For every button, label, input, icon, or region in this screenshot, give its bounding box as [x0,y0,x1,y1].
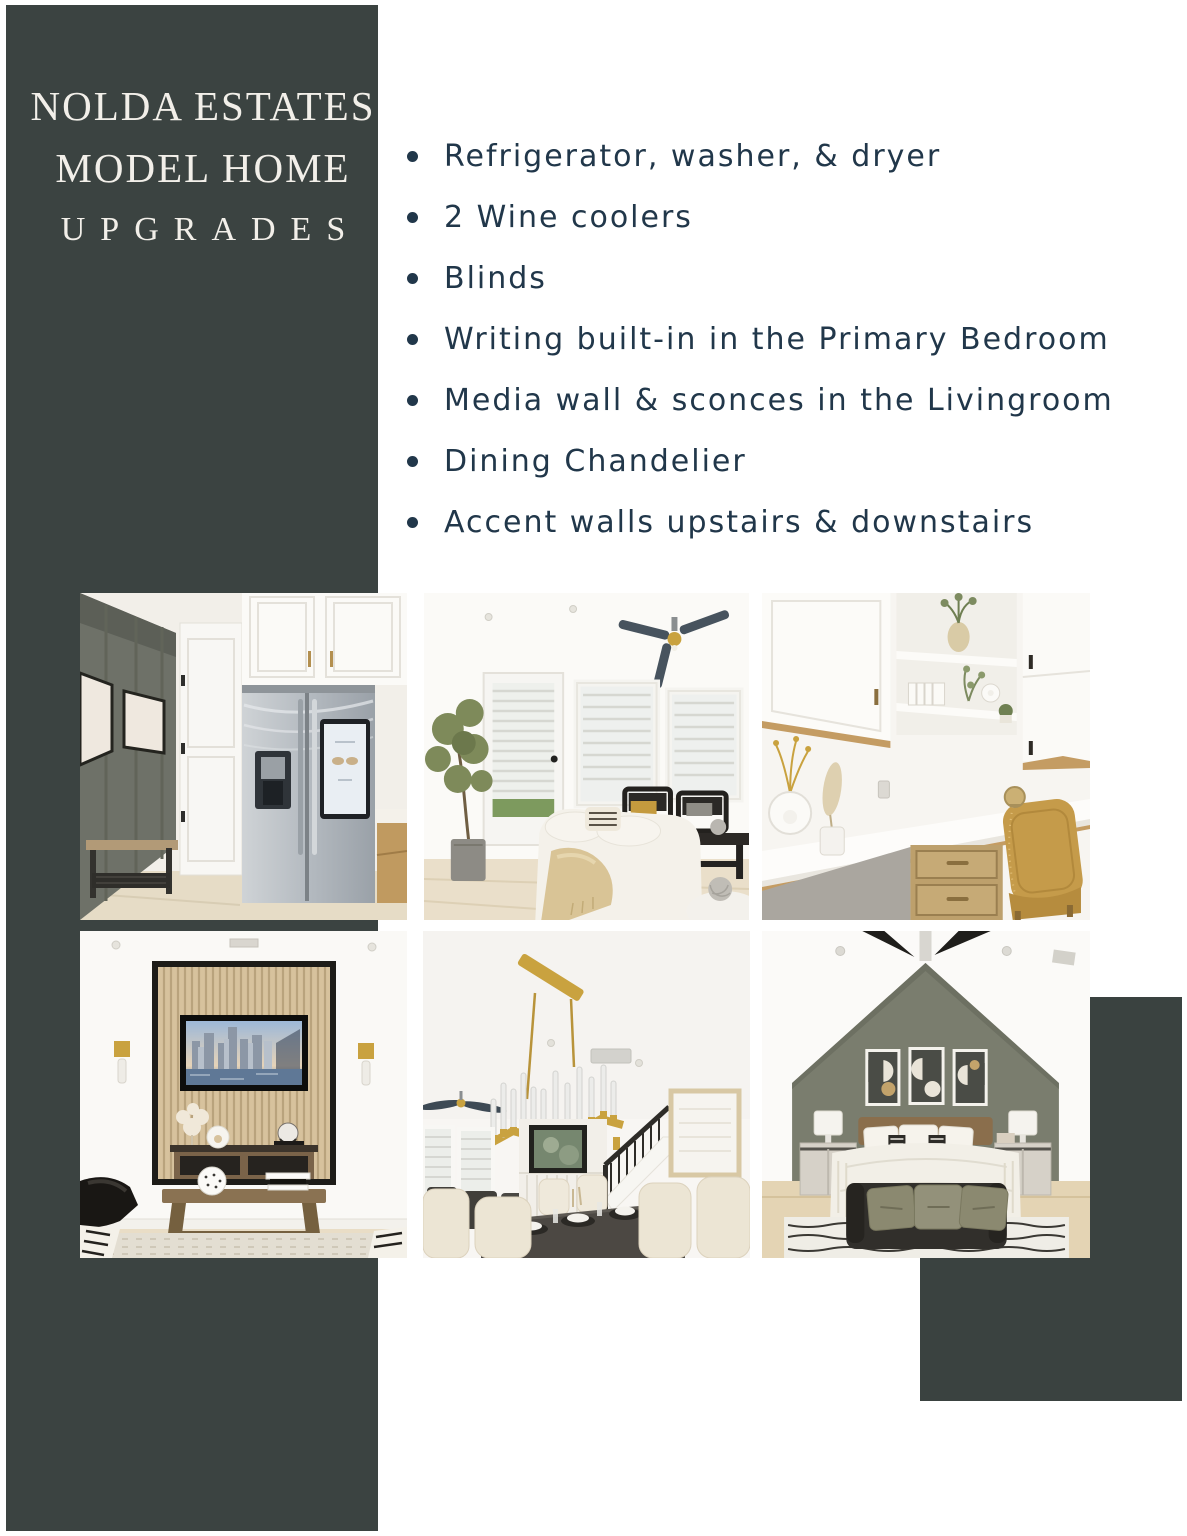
upgrades-list [407,126,1114,553]
title-line-1: NOLDA ESTATES [30,83,376,129]
photo-built-in-desk [762,593,1090,920]
photo-mudroom-refrigerator [80,593,407,920]
upgrade-item: Media wall & sconces in the Livingroom [407,370,1114,431]
bullet-icon [407,151,418,162]
photo-media-wall [80,931,407,1258]
upgrade-item: Writing built-in in the Primary Bedroom [407,309,1114,370]
upgrade-item: Blinds [407,248,1114,309]
photo-living-room-blinds [424,593,749,920]
photo-dining-chandelier [423,931,750,1258]
bullet-icon [407,212,418,223]
bullet-icon [407,334,418,345]
upgrade-item: Refrigerator, washer, & dryer [407,126,1114,187]
upgrade-item: Dining Chandelier [407,431,1114,492]
upgrade-item: 2 Wine coolers [407,187,1114,248]
bullet-icon [407,273,418,284]
photo-primary-bedroom [762,931,1090,1258]
upgrade-item: Accent walls upstairs & downstairs [407,492,1114,553]
title-line-3: UPGRADES [60,211,361,248]
title-line-2: MODEL HOME [55,145,351,191]
bullet-icon [407,395,418,406]
bullet-icon [407,517,418,528]
bullet-icon [407,456,418,467]
page-title [6,75,378,261]
